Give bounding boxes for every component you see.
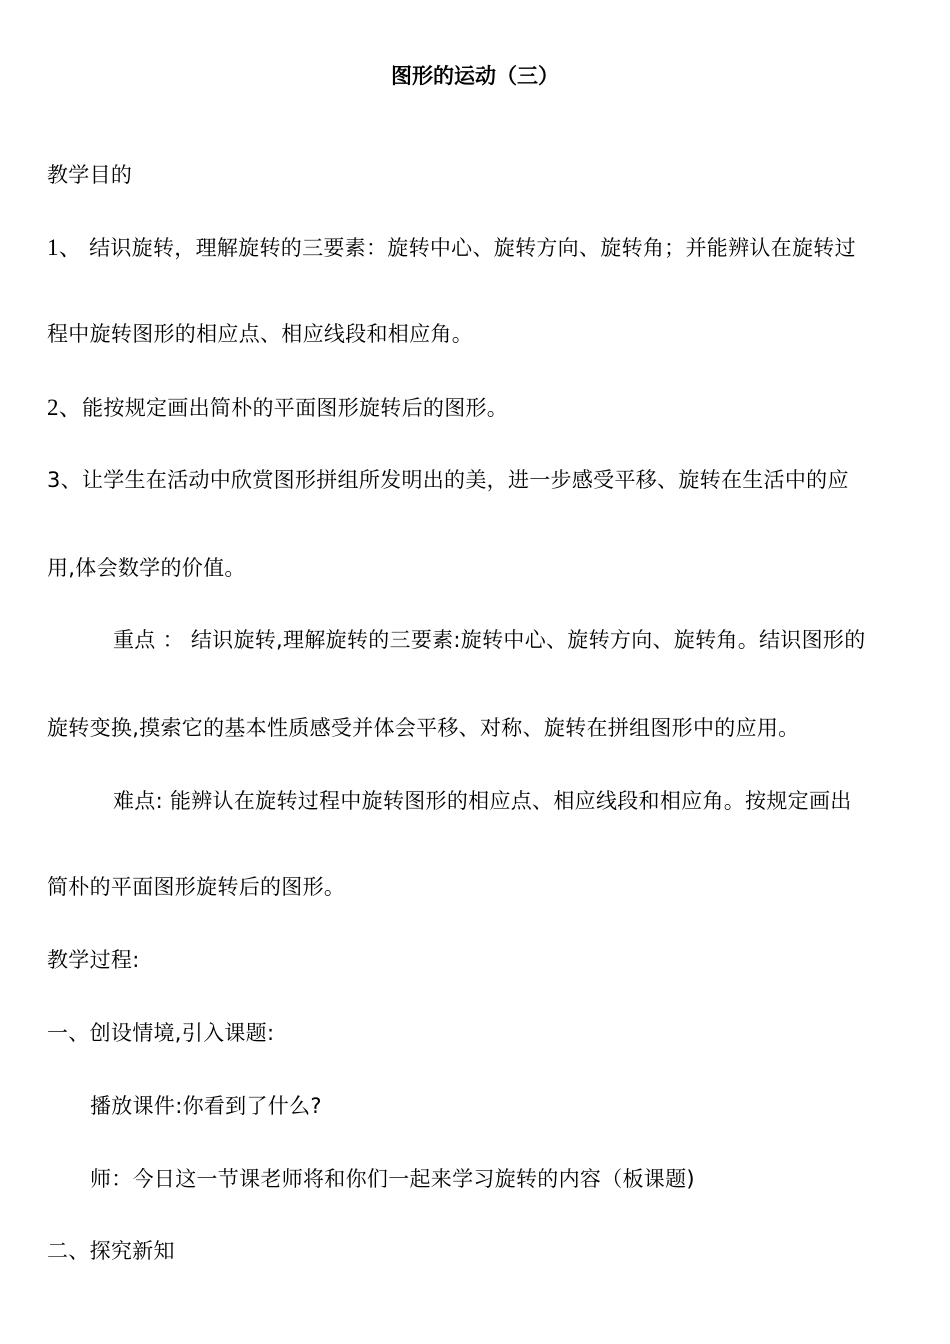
part-2-heading: 二、探究新知	[47, 1239, 175, 1263]
objective-2-line	[47, 394, 508, 422]
objective-3-line-2: 用,体会数学的价值。	[47, 556, 246, 580]
difficulties-line-1: 难点: 能辨认在旋转过程中旋转图形的相应点、相应线段和相应角。按规定画出	[113, 789, 852, 813]
objective-2-number: 2、	[47, 395, 83, 420]
key-points-line-2: 旋转变换,摸索它的基本性质感受并体会平移、对称、旋转在拼组图形中的应用。	[47, 716, 800, 740]
difficulties-line-2: 简朴的平面图形旋转后的图形。	[47, 875, 346, 899]
objective-1-line-1	[47, 234, 856, 262]
objective-1-text: 结识旋转，理解旋转的三要素：旋转中心、旋转方向、旋转角；并能辨认在旋转过	[82, 236, 856, 260]
process-heading: 教学过程:	[47, 948, 140, 972]
objectives-heading: 教学目的	[47, 163, 133, 187]
objective-1-line-2: 程中旋转图形的相应点、相应线段和相应角。	[47, 322, 473, 346]
objective-2-text: 能按规定画出简朴的平面图形旋转后的图形。	[82, 396, 509, 420]
part-1-item-2: 师：今日这一节课老师将和你们一起来学习旋转的内容（板课题)	[90, 1167, 695, 1191]
objective-3-line-1: 3、让学生在活动中欣赏图形拼组所发明出的美，进一步感受平移、旋转在生活中的应	[47, 468, 849, 492]
page-title: 图形的运动（三）	[391, 64, 559, 88]
part-1-item-1: 播放课件:你看到了什么?	[90, 1094, 322, 1118]
key-points-line-1: 重点 ： 结识旋转,理解旋转的三要素:旋转中心、旋转方向、旋转角。结识图形的	[113, 628, 866, 652]
part-1-heading: 一、创设情境,引入课题:	[47, 1021, 275, 1045]
objective-1-number: 1、	[47, 235, 83, 260]
